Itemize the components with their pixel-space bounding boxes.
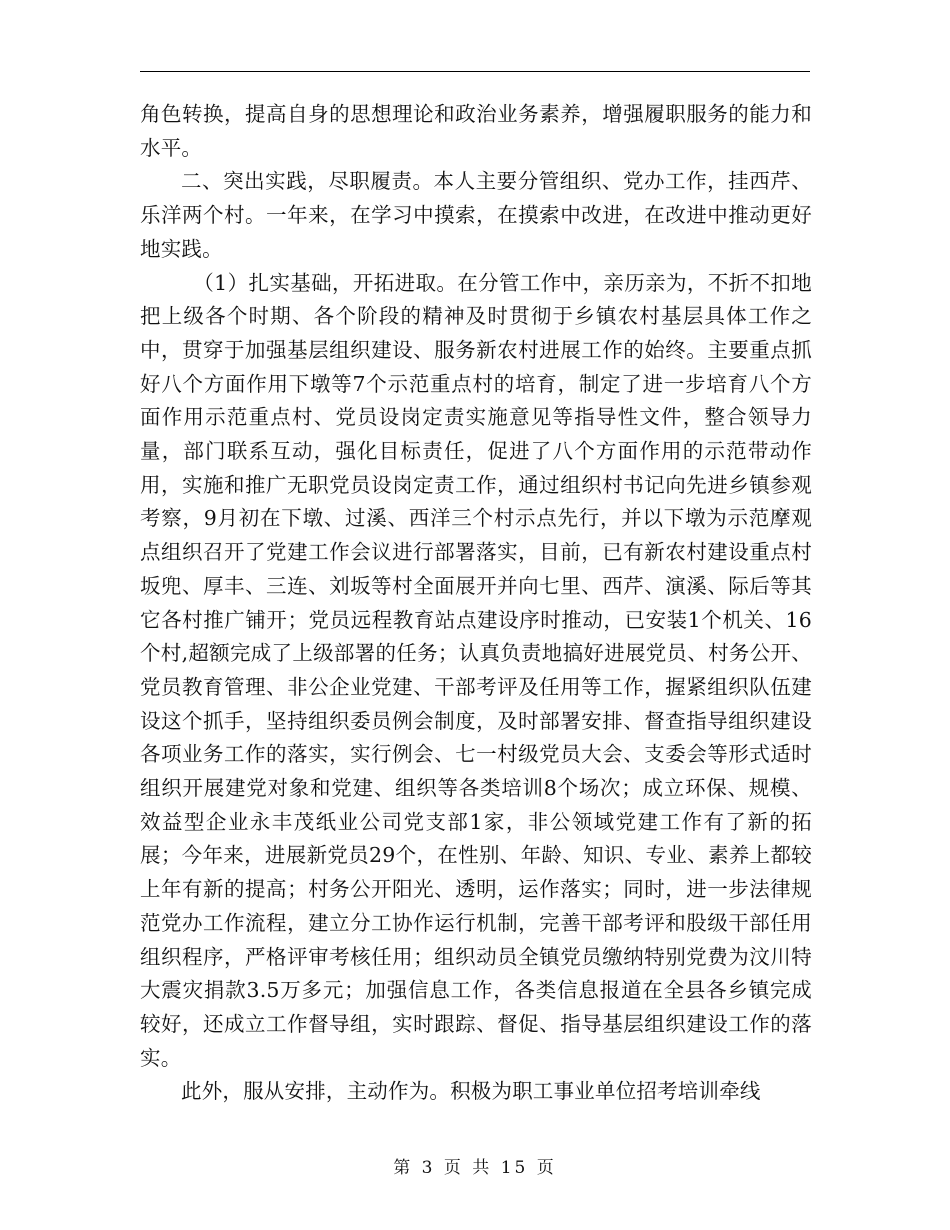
paragraph-continuation: 角色转换，提高自身的思想理论和政治业务素养，增强履职服务的能力和水平。 [140, 102, 812, 160]
paragraph-item-one: （1）扎实基础，开拓进取。在分管工作中，亲历亲为，不折不扣地把上级各个时期、各个阶段的精神及时贯彻于乡镇农村基层具体工作之中，贯穿于加强基层组织建设、服务新农村进展工作的始终。主要重点抓好八个方面作用下墩等7个示范重点村的培育，制定了进一步培育八个方面作用示范重点村、党员设岗定责实施意见等指导性文件，整合领导力量，部门联系互动，强化目标责任，促进了八个方面作用的示范带动作用，实施和推广无职党员设岗定责工作，通过组织村书记向先进乡镇参观考察，9月初在下墩、过溪、西洋三个村示点先行，并以下墩为示范摩观点组织召开了党建工作会议进行部署落实，目前，已有新农村建设重点村坂兜、厚丰、三连、刘坂等村全面展开并向七里、西芹、演溪、际后等其它各村推广铺开；党员远程教育站点建设序时推动，已安装1个机关、16个村,超额完成了上级部署的任务；认真负责地搞好进展党员、村务公开、党员教育管理、非公企业党建、干部考评及任用等工作，握紧组织队伍建设这个抓手，坚持组织委员例会制度，及时部署安排、督查指导组织建设各项业务工作的落实，实行例会、七一村级党员大会、支委会等形式适时组织开展建党对象和党建、组织等各类培训8个场次；成立环保、规模、效益型企业永丰茂纸业公司党支部1家，非公领域党建工作有了新的拓展；今年来，进展新党员29个，在性别、年龄、知识、专业、素养上都较上年有新的提高；村务公开阳光、透明，运作落实；同时，进一步法律规范党办工作流程，建立分工协作运行机制，完善干部考评和股级干部任用组织程序，严格评审考核任用；组织动员全镇党员缴纳特别党费为汶川特大震灾捐款3.5万多元；加强信息工作，各类信息报道在全县各乡镇完成较好，还成立工作督导组，实时跟踪、督促、指导基层组织建设工作的落实。 [140, 270, 812, 1070]
body-text [140, 98, 812, 1109]
paragraph-additionally: 此外，服从安排，主动作为。积极为职工事业单位招考培训牵线 [181, 1079, 761, 1104]
paragraph-section-two: 二、突出实践，尽职履责。本人主要分管组织、党办工作，挂西芹、乐洋两个村。一年来，在学习中摸索，在摸索中改进，在改进中推动更好地实践。 [140, 169, 812, 261]
page-footer: 第 3 页 共 15 页 [393, 1158, 557, 1178]
header-rule [140, 71, 810, 72]
